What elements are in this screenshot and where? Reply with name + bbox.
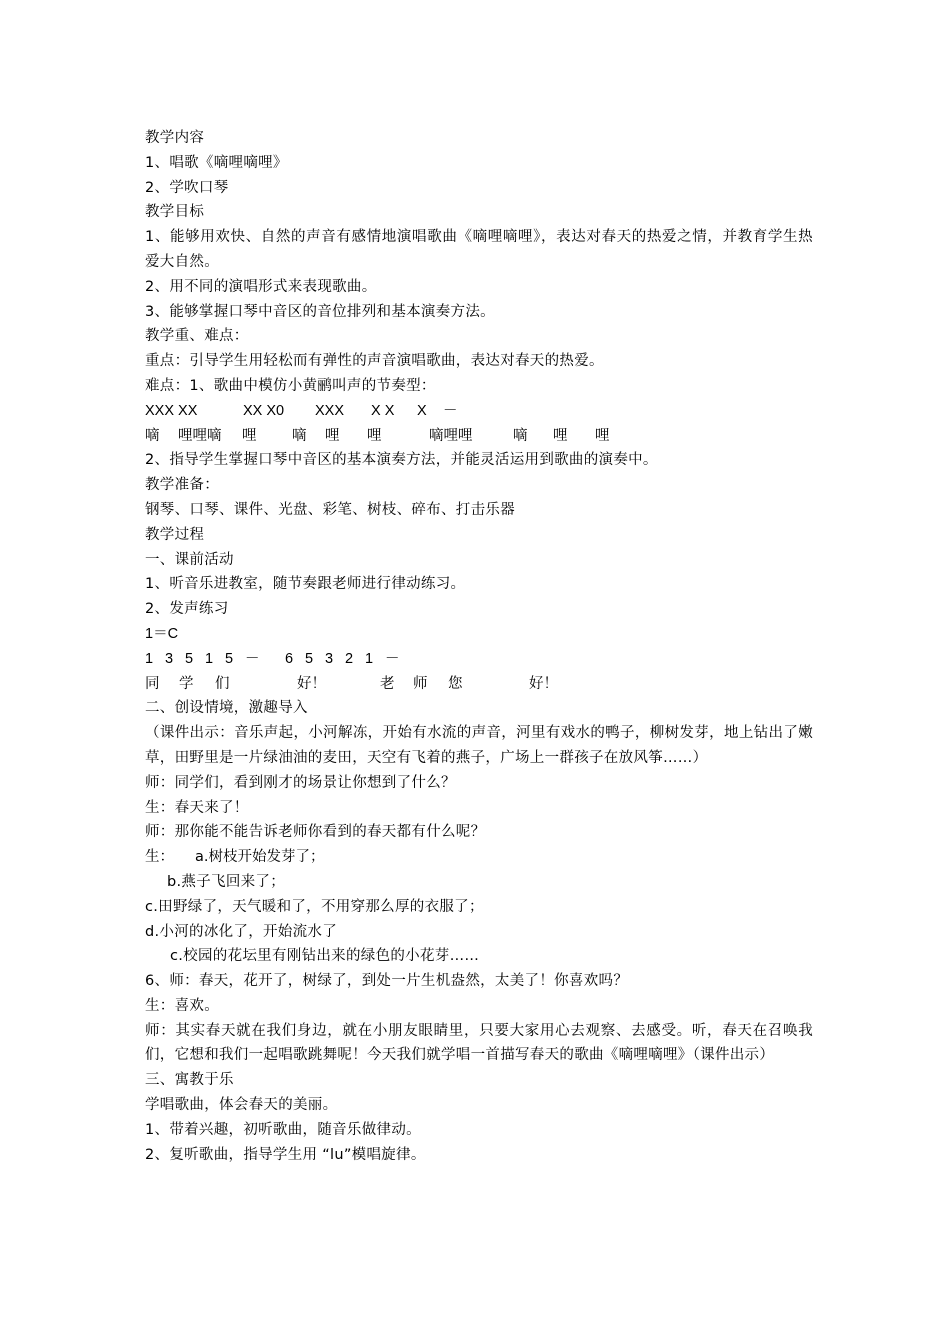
student-answer-a-row (145, 845, 813, 870)
key-point: 重点：引导学生用轻松而有弹性的声音演唱歌曲，表达对春天的热爱。 (145, 353, 604, 370)
step-2: 2、复听歌曲，指导学生用 “lu”模唱旋律。 (145, 1146, 426, 1163)
vocal-note: － (385, 650, 400, 667)
rhythm-note: － (443, 402, 458, 419)
section-3-heading: 三、寓教于乐 (145, 1072, 234, 1089)
rhythm-lyric: 嘀 (145, 427, 160, 444)
vocal-notation-row (145, 647, 813, 672)
rhythm-notation-row (145, 399, 813, 424)
vocal-note: 3 (165, 650, 174, 667)
teacher-line-1: 师：同学们，看到刚才的场景让你想到了什么？ (145, 774, 456, 791)
answer-d: d.小河的冰化了，开始流水了 (145, 923, 338, 940)
section-2-heading: 二、创设情境，激趣导入 (145, 700, 308, 717)
vocal-lyric: 师 (413, 675, 428, 692)
answer-c: c.田野绿了，天气暖和了，不用穿那么厚的衣服了； (145, 898, 484, 915)
vocal-lyric: 好！ (297, 675, 326, 692)
answer-e: c.校园的花坛里有刚钻出来的绿色的小花芽…… (170, 948, 480, 965)
step-1: 1、带着兴趣，初听歌曲，随音乐做律动。 (145, 1121, 421, 1138)
vocal-lyrics-row (145, 672, 813, 697)
vocal-note: 3 (325, 650, 334, 667)
activity-1: 1、听音乐进教室，随节奏跟老师进行律动练习。 (145, 576, 466, 593)
rhythm-note: XXX (315, 402, 345, 419)
objectives-heading: 教学目标 (145, 204, 205, 221)
teacher-line-3: 6、师：春天，花开了，树绿了，到处一片生机盎然，太美了！你喜欢吗？ (145, 973, 629, 990)
key-difficult-heading: 教学重、难点： (145, 328, 249, 345)
rhythm-lyric: 哩 (325, 427, 340, 444)
teacher-line-2: 师：那你能不能告诉老师你看到的春天都有什么呢？ (145, 824, 486, 841)
objective-2: 2、用不同的演唱形式来表现歌曲。 (145, 278, 377, 295)
preparation-items: 钢琴、口琴、课件、光盘、彩笔、树枝、碎布、打击乐器 (145, 501, 515, 518)
rhythm-lyric: 嘀哩哩 (429, 427, 473, 444)
vocal-note: 5 (185, 650, 194, 667)
vocal-note: 6 (285, 650, 294, 667)
rhythm-note: X (417, 402, 427, 419)
vocal-note: － (245, 650, 260, 667)
key-signature: 1＝C (145, 625, 179, 642)
learn-song: 学唱歌曲，体会春天的美丽。 (145, 1097, 338, 1114)
content-item-2: 2、学吹口琴 (145, 179, 229, 196)
difficult-point-2: 2、指导学生掌握口琴中音区的基本演奏方法，并能灵活运用到歌曲的演奏中。 (145, 452, 658, 469)
document-body (145, 126, 813, 1167)
vocal-note: 1 (205, 650, 214, 667)
vocal-lyric: 同 (145, 675, 160, 692)
vocal-lyric: 们 (215, 675, 230, 692)
rhythm-lyric: 哩 (553, 427, 568, 444)
student-line-1: 生：春天来了！ (145, 799, 249, 816)
vocal-note: 2 (345, 650, 354, 667)
process-heading: 教学过程 (145, 526, 205, 543)
rhythm-lyric: 哩 (242, 427, 257, 444)
rhythm-note: X X (371, 402, 395, 419)
vocal-lyric: 好！ (529, 675, 558, 692)
teaching-content-heading: 教学内容 (145, 130, 205, 146)
vocal-lyric: 学 (179, 675, 194, 692)
rhythm-lyrics-row (145, 424, 813, 449)
courseware-description: （课件出示：音乐声起，小河解冻，开始有水流的声音，河里有戏水的鸭子，柳树发芽，地上钻出了嫩草，田野里是一片绿油油的麦田，天空有飞着的燕子，广场上一群孩子在放风筝……） (145, 725, 813, 766)
teacher-line-4: 师：其实春天就在我们身边，就在小朋友眼睛里，只要大家用心去观察、去感受。听，春天在召唤我们，它想和我们一起唱歌跳舞呢！今天我们就学唱一首描写春天的歌曲《嘀哩嘀哩》（课件出示） (145, 1022, 813, 1064)
difficult-point-1: 难点：1、歌曲中模仿小黄鹂叫声的节奏型： (145, 377, 436, 394)
rhythm-note: XX X0 (243, 402, 285, 419)
rhythm-lyric: 哩 (595, 427, 610, 444)
section-1-heading: 一、课前活动 (145, 551, 234, 568)
vocal-lyric: 您 (448, 675, 463, 692)
content-item-1: 1、唱歌《嘀哩嘀哩》 (145, 154, 288, 171)
vocal-note: 1 (365, 650, 374, 667)
vocal-note: 1 (145, 650, 154, 667)
vocal-note: 5 (305, 650, 314, 667)
objective-3: 3、能够掌握口琴中音区的音位排列和基本演奏方法。 (145, 303, 495, 320)
rhythm-lyric: 嘀 (513, 427, 528, 444)
vocal-note: 5 (225, 650, 234, 667)
rhythm-lyric: 哩哩嘀 (178, 427, 222, 444)
rhythm-note: XXX XX (145, 402, 198, 419)
vocal-lyric: 老 (380, 675, 395, 692)
activity-2: 2、发声练习 (145, 601, 229, 618)
student-line-3: 生：喜欢。 (145, 997, 219, 1014)
answer-b: b.燕子飞回来了； (167, 873, 286, 890)
rhythm-lyric: 嘀 (292, 427, 307, 444)
student-prefix: 生： (145, 849, 174, 866)
answer-a: a.树枝开始发芽了； (195, 849, 325, 866)
preparation-heading: 教学准备： (145, 477, 219, 494)
rhythm-lyric: 哩 (367, 427, 382, 444)
objective-1: 1、能够用欢快、自然的声音有感情地演唱歌曲《嘀哩嘀哩》，表达对春天的热爱之情，并教育学生热爱大自然。 (145, 229, 813, 270)
